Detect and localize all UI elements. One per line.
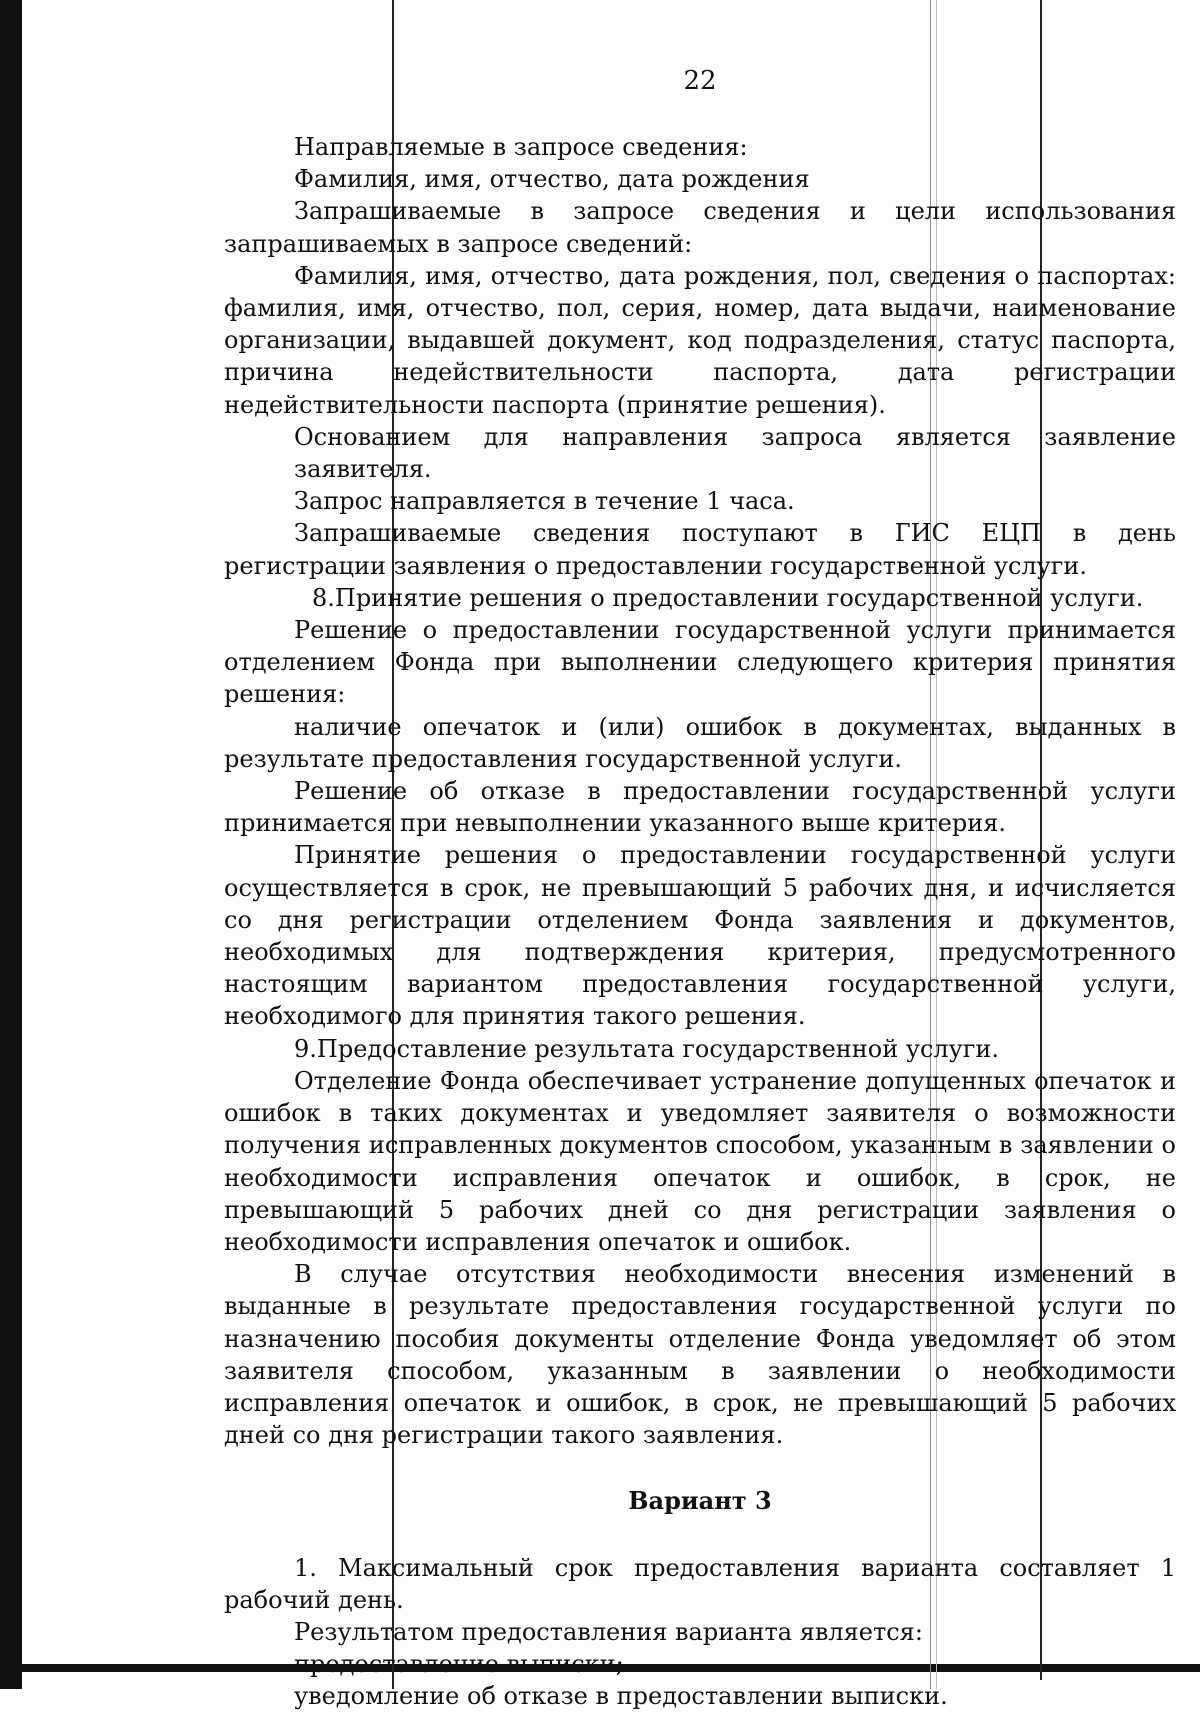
paragraph: Результатом предоставления варианта является: (294, 1617, 923, 1646)
paragraph: Отделение Фонда обеспечивает устранение допущенных опечаток и ошибок в таких документах и уведомляет заявителя о возможности получения исправленных документов способом, указанным в заявлении о необходимости исправления опечаток и ошибок, в срок, не превышающий 5 рабочих дней со дня регистрации заявления о необходимости исправления опечаток и ошибок. (224, 1066, 1176, 1256)
paragraph: В случае отсутствия необходимости внесения изменений в выданные в результате предоставления государственной услуги по назначению пособия документы отделение Фонда уведомляет об этом заявителя способом, указанным в заявлении о необходимости исправления опечаток и ошибок, в срок, не превышающий 5 рабочих дней со дня регистрации такого заявления. (224, 1260, 1176, 1450)
paragraph: уведомление об отказе в предоставлении выписки. (294, 1682, 948, 1711)
paragraph: наличие опечаток и (или) ошибок в документах, выданных в результате предоставления государственной услуги. (224, 712, 1176, 773)
document-body (224, 131, 1176, 1713)
paragraph: 1. Максимальный срок предоставления варианта составляет 1 рабочий день. (224, 1553, 1176, 1614)
paragraph: Принятие решения о предоставлении государственной услуги осуществляется в срок, не превышающий 5 рабочих дня, и исчисляется со дня регистрации отделением Фонда заявления и документов, необходимых для подтверждения критерия, предусмотренного настоящим вариантом предоставления государственной услуги, необходимого для принятия такого решения. (224, 841, 1176, 1031)
paragraph: предоставление выписки; (294, 1650, 624, 1679)
paragraph: Запрашиваемые в запросе сведения и цели использования запрашиваемых в запросе сведений: (224, 197, 1176, 258)
paragraph: Фамилия, имя, отчество, дата рождения, пол, сведения о паспортах: фамилия, имя, отчество, пол, серия, номер, дата выдачи, наименование организации, выдавшей документ, код подразделения, статус паспорта, причина недействительности паспорта, дата регистрации недействительности паспорта (принятие решения). (224, 261, 1176, 419)
paragraph: Запрашиваемые сведения поступают в ГИС ЕЦП в день регистрации заявления о предоставлении государственной услуги. (224, 519, 1176, 580)
paragraph: Фамилия, имя, отчество, дата рождения (294, 165, 810, 194)
paragraph: Направляемые в запросе сведения: (294, 133, 748, 161)
page-number: 22 (683, 66, 717, 96)
paragraph: Решение об отказе в предоставлении государственной услуги принимается при невыполнении указанного выше критерия. (224, 777, 1176, 838)
paragraph: Запрос направляется в течение 1 часа. (294, 487, 795, 516)
scan-left-border (0, 0, 22, 1689)
paragraph: Решение о предоставлении государственной услуги принимается отделением Фонда при выполнении следующего критерия принятия решения: (224, 616, 1176, 709)
section-heading-9: 9.Предоставление результата государственной услуги. (294, 1034, 999, 1063)
paragraph: Основанием для направления запроса является заявление заявителя. (294, 422, 1176, 484)
section-heading-8: 8.Принятие решения о предоставлении государственной услуги. (312, 583, 1144, 612)
variant-heading: Вариант 3 (628, 1486, 772, 1516)
